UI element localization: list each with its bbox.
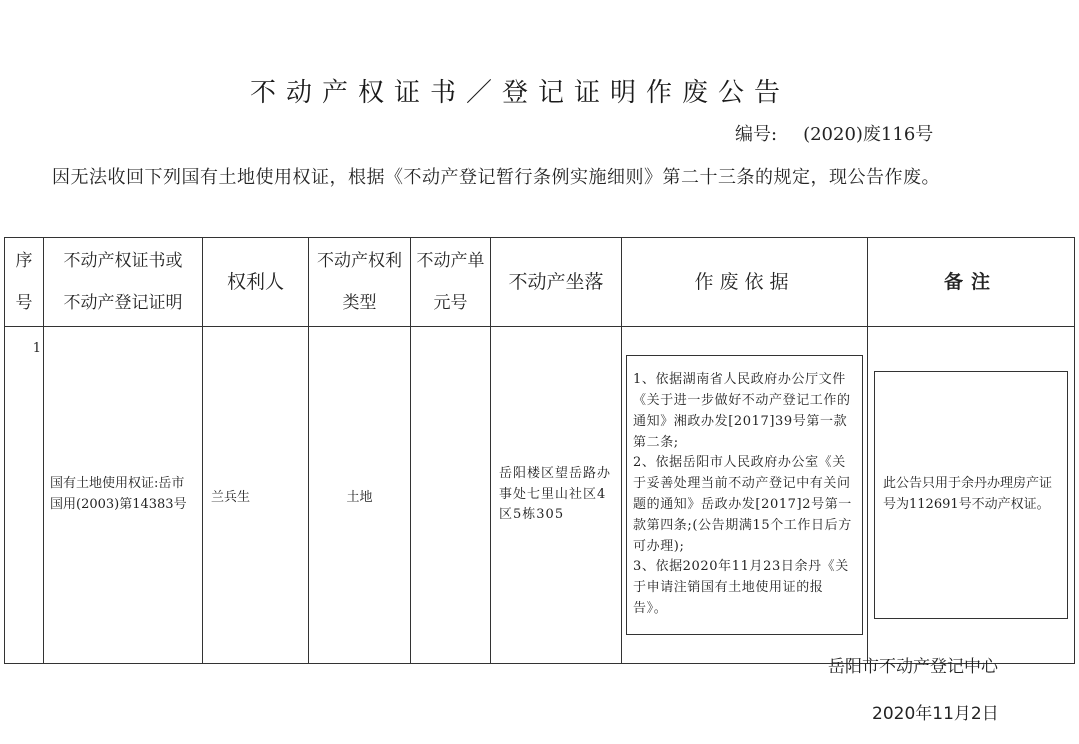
document-number-label: 编号: bbox=[735, 124, 778, 145]
header-remark: 备注 bbox=[868, 238, 1075, 327]
void-basis-box bbox=[626, 355, 863, 635]
header-unit-number-line2: 元号 bbox=[433, 293, 468, 313]
header-location: 不动产坐落 bbox=[491, 238, 622, 327]
document-number-value: (2020)废116号 bbox=[803, 124, 934, 145]
cell-right-type: 土地 bbox=[309, 327, 411, 664]
void-certificate-table bbox=[4, 237, 1075, 664]
header-right-type-line2: 类型 bbox=[342, 293, 377, 313]
table-header-row bbox=[5, 238, 1075, 327]
header-unit-number bbox=[411, 238, 491, 327]
header-seq bbox=[5, 238, 44, 327]
header-unit-number-line1: 不动产单 bbox=[416, 251, 485, 271]
cell-remark bbox=[868, 327, 1075, 664]
document-number bbox=[735, 120, 933, 146]
header-seq-line1: 序 bbox=[15, 251, 33, 271]
table-row bbox=[5, 327, 1075, 664]
issue-date: 2020年11月2日 bbox=[872, 704, 999, 724]
header-right-type bbox=[309, 238, 411, 327]
remark-box: 此公告只用于余丹办理房产证号为112691号不动产权证。 bbox=[874, 371, 1068, 619]
header-seq-line2: 号 bbox=[15, 293, 33, 313]
void-basis-item-3: 3、依据2020年11月23日余丹《关于申请注销国有土地使用证的报告》。 bbox=[633, 559, 849, 616]
cell-void-basis bbox=[622, 327, 868, 664]
notice-title: 不动产权证书／登记证明作废公告 bbox=[249, 78, 790, 108]
cell-holder: 兰兵生 bbox=[203, 327, 309, 664]
cell-seq: 1 bbox=[5, 327, 44, 664]
header-certificate-line2: 不动产登记证明 bbox=[63, 293, 183, 313]
header-certificate bbox=[44, 238, 203, 327]
header-holder: 权利人 bbox=[203, 238, 309, 327]
cell-unit-number bbox=[411, 327, 491, 664]
header-certificate-line1: 不动产权证书或 bbox=[63, 251, 183, 271]
header-void-basis: 作废依据 bbox=[622, 238, 868, 327]
void-basis-item-1: 1、依据湖南省人民政府办公厅文件《关于进一步做好不动产登记工作的通知》湘政办发[2017]39号第一款第二条; bbox=[633, 372, 851, 450]
cell-certificate: 国有土地使用权证:岳市国用(2003)第14383号 bbox=[44, 327, 203, 664]
header-right-type-line1: 不动产权利 bbox=[317, 251, 402, 271]
intro-paragraph: 因无法收回下列国有土地使用权证，根据《不动产登记暂行条例实施细则》第二十三条的规定，现公告作废。 bbox=[52, 167, 940, 188]
cell-location: 岳阳楼区望岳路办事处七里山社区4区5栋305 bbox=[491, 327, 622, 664]
issuing-organization: 岳阳市不动产登记中心 bbox=[828, 657, 998, 677]
void-basis-item-2: 2、依据岳阳市人民政府办公室《关于妥善处理当前不动产登记中有关问题的通知》岳政办发[2017]2号第一款第四条;(公告期满15个工作日后方可办理); bbox=[633, 455, 852, 554]
